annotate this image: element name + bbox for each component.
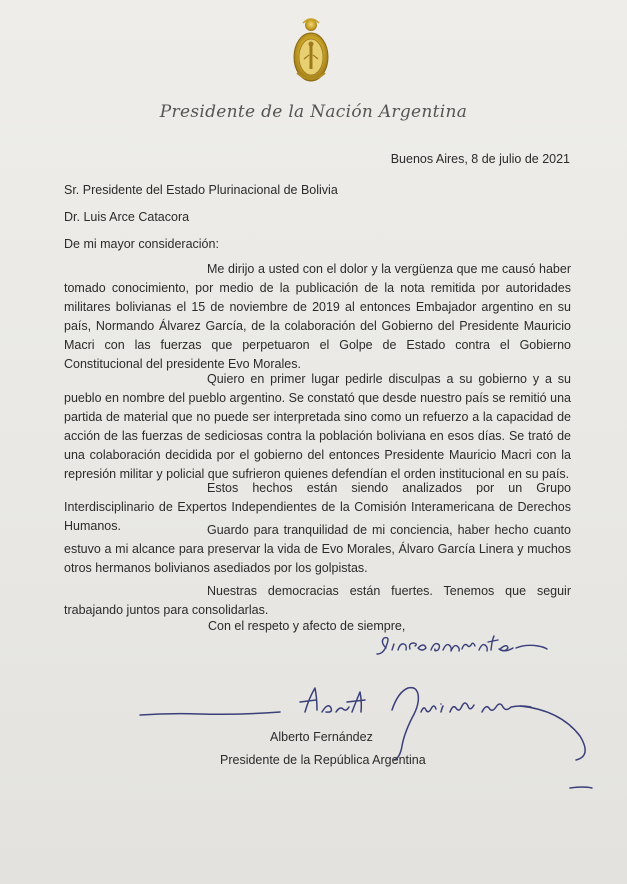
body-paragraph: Estos hechos están siendo analizados por un Grupo Interdisciplinario de Expertos Independientes de la Comisión Interamericana de Derechos Humanos.: [64, 481, 571, 533]
letterhead: Presidente de la Nación Argentina: [159, 102, 468, 122]
letter-date: Buenos Aires, 8 de julio de 2021: [390, 152, 570, 166]
handwritten-note-sinceramente: [377, 636, 547, 654]
body-paragraph: Nuestras democracias están fuertes. Tenemos que seguir trabajando juntos para consolidarlas.: [64, 584, 571, 617]
signer-title: Presidente de la República Argentina: [220, 753, 426, 767]
body-paragraph: Quiero en primer lugar pedirle disculpas a su gobierno y a su pueblo en nombre del pueblo argentino. Se constató que desde nuestro país se remitió una partida de material que no puede ser interpretada sino como un refuerzo a la capacidad de acción de las fuerzas de sediciosas contra la población boliviana en esos días. Se trató de una colaboración decidida por el gobierno del entonces Presidente Mauricio Macri con la represión militar y policial que sufrieron quienes defendían el orden institucional en su país.: [64, 372, 571, 481]
signer-name: Alberto Fernández: [270, 730, 373, 744]
recipient-title: Sr. Presidente del Estado Plurinacional de Bolivia: [64, 183, 338, 197]
body-paragraph: Me dirijo a usted con el dolor y la vergüenza que me causó haber tomado conocimiento, por medio de la publicación de la nota remitida por autoridades militares bolivianas el 15 de noviembre de 2019 al entonces Embajador argentino en su país, Normando Álvarez García, de la colaboración del Gobierno del Presidente Mauricio Macri con las fuerzas que perpetuaron el Golpe de Estado contra el Gobierno Constitucional del presidente Evo Morales.: [64, 262, 571, 371]
recipient-name: Dr. Luis Arce Catacora: [64, 210, 190, 224]
salutation: De mi mayor consideración:: [64, 237, 219, 251]
body-paragraph: Guardo para tranquilidad de mi conciencia, haber hecho cuanto estuvo a mi alcance para preservar la vida de Evo Morales, Álvaro García Linera y muchos otros hermanos bolivianos asediados por los golpistas.: [64, 523, 571, 575]
closing: Con el respeto y afecto de siempre,: [208, 619, 406, 633]
